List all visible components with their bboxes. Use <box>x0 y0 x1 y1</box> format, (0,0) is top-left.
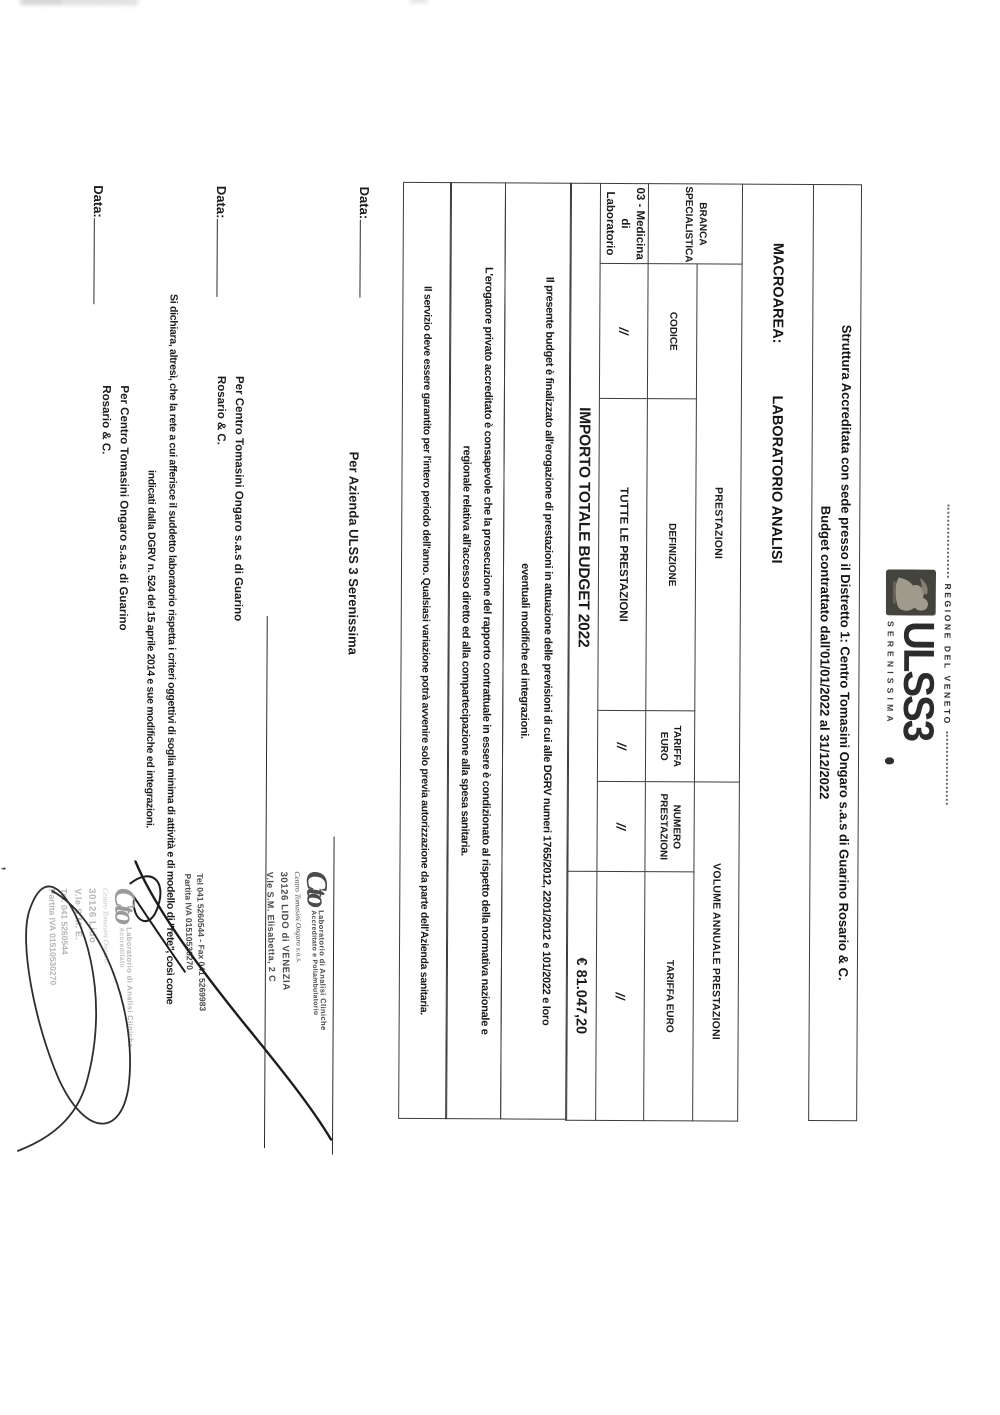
cto-logo: Cto <box>299 870 334 906</box>
stamp-line-centro: Centro Tomasini Ongaro <box>101 888 112 963</box>
table-row <box>596 183 649 1120</box>
data-fill-line <box>93 218 105 304</box>
macroarea-value: LABORATORIO ANALISI <box>768 395 785 564</box>
volume-annuale-header: VOLUME ANNUALE PRESTAZIONI <box>693 782 740 1121</box>
stamp-line-iva: Partita IVA 01510530270 <box>182 873 195 971</box>
serenissima-label: SERENISSIMA <box>885 620 896 726</box>
stamp-line-centro: Centro Tomasini Ongaro s.a.s. <box>292 871 304 964</box>
stamp-line-laboratorio: Laboratorio di Analisi Cliniche <box>124 927 136 1048</box>
accreditation-header-box <box>808 184 862 1121</box>
stamp-line-via: V.le S.M. Elisabetta, 2 C <box>264 871 278 983</box>
data-field-centro-1 <box>213 186 229 297</box>
branca-specialistica-header: BRANCA SPECIALISTICA <box>648 184 742 264</box>
tariffa-euro-volume-header: TARIFFA EURO <box>644 872 694 1121</box>
per-centro-label-2: Per Centro Tomasini Ongaro s.a.s di Guarino Rosario & C. <box>99 385 130 631</box>
document-body-box <box>398 182 862 1121</box>
stamp-line-accreditato: Accreditato e Poliambulatorio <box>309 910 319 1016</box>
paragraph-servizio-garantito: Il servizio deve essere garantito per l'intero periodo dell'anno. Qualsiasi variazione potrà avvenire solo previa autorizzazione da parte dell'Azienda sanitaria. <box>398 182 452 1119</box>
tariffa-value: // <box>597 710 645 781</box>
per-azienda-label: Per Azienda ULSS 3 Serenissima <box>345 451 362 655</box>
dotted-rule-right <box>946 732 948 805</box>
cto-logo: Cto <box>108 887 142 923</box>
stamp-line-via: V.le S.M. E. <box>73 888 84 941</box>
ulss3-logo-text: ULSS3 <box>894 620 943 741</box>
stamp-line-cap: 30126 LIDO di VENEZIA <box>277 871 292 991</box>
importo-totale-value: € 81.047,20 <box>566 871 597 1120</box>
importo-totale-label: IMPORTO TOTALE BUDGET 2022 <box>567 183 601 871</box>
numero-value: // <box>597 781 645 871</box>
data-field-azienda <box>356 187 372 298</box>
budget-table <box>565 183 743 1122</box>
definizione-value: TUTTE LE PRESTAZIONI <box>598 398 648 710</box>
stamp-line-tel: Tel. 041 5260544 <box>59 888 70 955</box>
macroarea-label: MACROAREA: <box>769 242 786 344</box>
struttura-accreditata-line: Struttura Accreditata con sede presso il Distretto 1: Centro Tomasini Ongaro s.a.s di Guarino Rosario & C. <box>835 324 855 981</box>
data-fill-line <box>359 219 371 297</box>
ink-speck-artifact <box>885 757 894 764</box>
scan-smudge <box>410 0 428 3</box>
scan-smudge <box>22 0 62 4</box>
data-field-centro-2 <box>90 185 106 304</box>
macroarea-row <box>738 184 813 1121</box>
codice-header: CODICE <box>647 264 697 399</box>
dichiarazione-rete-text: Si dichiara, altresì, che la rete a cui afferisce il suddetto laboratorio rispetta i criteri oggettivi di soglia minima di attività e di modello di "rete", così come indicati dalla DGRV n. 524 del 15 aprile 2014 e sue modifiche ed integrazioni. <box>143 294 180 1005</box>
definizione-header: DEFINIZIONE <box>646 399 697 711</box>
stamp-line-cap: 30126 Lido <box>86 888 98 944</box>
stamp-line-iva: Partita IVA 01510530270 <box>47 888 59 986</box>
data-label: Data: <box>356 186 373 220</box>
budget-contrattato-line: Budget contrattato dall'01/01/2022 al 31/12/2022 <box>817 505 834 800</box>
regione-del-veneto-label: REGIONE DEL VENETO <box>942 583 953 726</box>
stamp-line-tel: Tel 041 5260544 - Fax 041 5269983 <box>194 873 208 1012</box>
data-label: Data: <box>213 185 230 219</box>
tariffa-euro-header: TARIFFA EURO <box>645 711 694 782</box>
paragraph-erogatore-privato: L'erogatore privato accreditato è consapevole che la prosecuzione del rapporto contrattuale in essere è condizionato al rispetto della normativa nazionale e regionale relativa all'accesso diretto ed alla compartecipazione alla spesa sanitaria. <box>445 182 506 1119</box>
regione-veneto-header <box>880 504 954 804</box>
laboratorio-stamp-faded <box>47 887 142 1139</box>
tariffa-volume-value: // <box>596 871 645 1120</box>
prestazioni-header: PRESTAZIONI <box>694 264 742 782</box>
stamp-line-accreditato: Accreditato <box>117 927 126 969</box>
codice-value: // <box>599 263 648 398</box>
laboratorio-stamp <box>183 871 334 1142</box>
per-centro-label-1: Per Centro Tomasini Ongaro s.a.s di Guarino Rosario & C. <box>214 375 246 622</box>
numero-prestazioni-header: NUMERO PRESTAZIONI <box>645 782 694 872</box>
stamp-line-laboratorio: Laboratorio di Analisi Cliniche <box>316 910 329 1031</box>
ink-mark-artifact: , <box>0 866 16 871</box>
data-fill-line <box>216 218 228 296</box>
lion-of-st-mark-emblem <box>881 569 936 615</box>
paragraph-presente-budget: Il presente budget è finalizzato all'erogazione di prestazioni in attuazione delle previsioni di cui alle DGRV numeri 1765/2012, 2201/2012 e 101/2022 e loro eventuali modifiche ed integrazioni. <box>500 182 572 1119</box>
data-label: Data: <box>90 185 107 218</box>
branca-value: 03 - Medicina di Laboratorio <box>600 183 648 263</box>
dotted-rule-left <box>947 505 949 578</box>
